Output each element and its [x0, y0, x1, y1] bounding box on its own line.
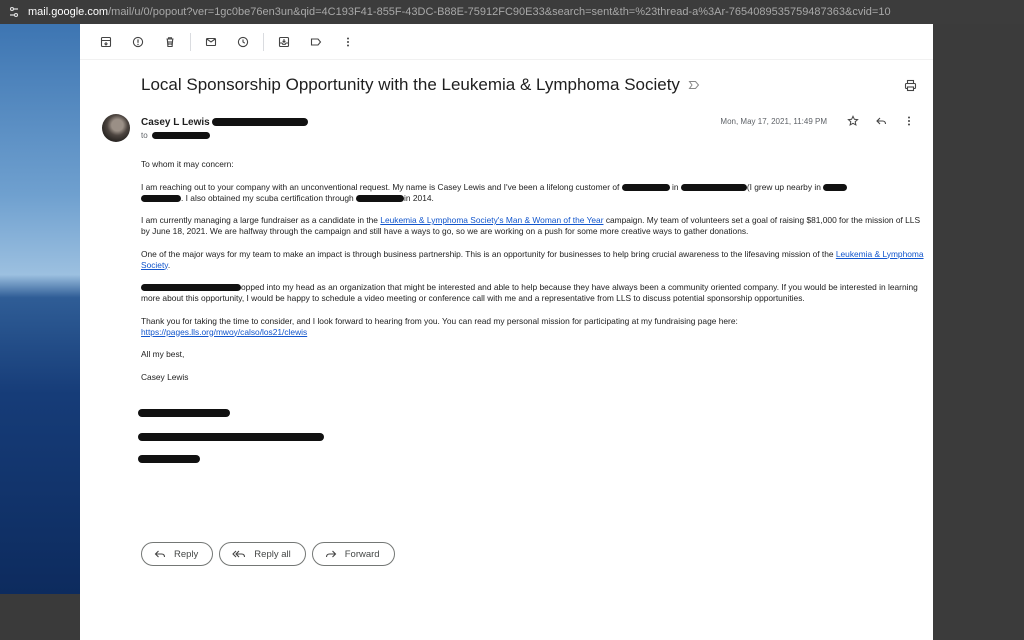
reply-icon — [154, 549, 166, 559]
paragraph-3 — [141, 249, 926, 271]
reply-button[interactable] — [141, 542, 213, 566]
closing — [141, 349, 926, 360]
browser-address-bar — [0, 0, 1024, 24]
reply-all-icon — [232, 549, 246, 559]
redacted-signature-line-2 — [138, 433, 324, 441]
signature — [141, 372, 926, 383]
snooze-icon[interactable] — [227, 26, 259, 58]
redacted-town-cont — [141, 195, 181, 202]
paragraph-4 — [141, 282, 926, 304]
redacted-recipient — [152, 132, 210, 139]
p1-text-e: in 2014. — [404, 192, 434, 203]
closing-text: All my best, — [141, 349, 185, 359]
toolbar-divider — [190, 33, 191, 51]
site-settings-icon[interactable] — [0, 0, 28, 24]
redacted-company-name — [141, 284, 241, 291]
paragraph-2 — [141, 215, 926, 237]
paragraph-5 — [141, 316, 926, 338]
archive-icon[interactable] — [90, 26, 122, 58]
forward-label: Forward — [344, 548, 380, 560]
redacted-dive-shop — [356, 195, 404, 202]
message-body — [141, 159, 926, 394]
forward-icon — [325, 549, 337, 559]
greeting-text: To whom it may concern: — [141, 159, 234, 169]
paragraph-1 — [141, 182, 926, 204]
redacted-location — [681, 184, 747, 191]
desktop-background — [0, 594, 80, 640]
signature-name: Casey Lewis — [141, 371, 189, 382]
star-icon[interactable] — [839, 112, 867, 130]
fundraising-page-link[interactable]: https://pages.lls.org/mwoy/calso/los21/clewis — [141, 326, 308, 337]
reply-label: Reply — [174, 548, 199, 560]
sender-row — [141, 115, 308, 129]
message-toolbar — [80, 24, 933, 60]
sender-name[interactable]: Casey L Lewis — [141, 116, 210, 128]
reply-all-label: Reply all — [254, 548, 291, 560]
importance-label-icon[interactable] — [688, 80, 700, 90]
p1-text-a: I am reaching out to your company with an unconventional request. My name is Casey Lewis and I've been a lifelong customer of — [141, 181, 620, 192]
print-icon[interactable] — [899, 74, 921, 96]
move-to-icon[interactable] — [268, 26, 300, 58]
reply-icon[interactable] — [867, 112, 895, 130]
report-spam-icon[interactable] — [122, 26, 154, 58]
gmail-popout-window — [80, 24, 933, 640]
desktop-background-right — [933, 24, 1024, 640]
p1-text-b: in — [671, 181, 679, 192]
message-subject: Local Sponsorship Opportunity with the Leukemia & Lymphoma Society — [141, 75, 680, 94]
url-host: mail.google.com — [28, 6, 109, 18]
redacted-signature-line-1 — [138, 409, 230, 417]
message-actions — [141, 542, 395, 566]
p2-text-a: I am currently managing a large fundraiser as a candidate in the — [141, 215, 378, 225]
p3-text-a: One of the major ways for my team to make an impact is through business partnership. This is an opportunity for businesses to help bring crucial awareness to the lifesaving mission of the — [141, 248, 834, 259]
more-vert-icon[interactable] — [332, 26, 364, 58]
to-label: to — [141, 130, 148, 140]
toolbar-divider — [263, 33, 264, 51]
subject-row — [141, 74, 921, 96]
more-vert-icon[interactable] — [895, 112, 923, 130]
p1-text-c: (I grew up nearby in — [746, 181, 821, 192]
p3-text-b: . — [167, 259, 171, 270]
lls-campaign-link[interactable]: Leukemia & Lymphoma Society's Man & Woman of the Year — [380, 215, 604, 225]
reply-all-button[interactable] — [219, 542, 305, 566]
delete-icon[interactable] — [154, 26, 186, 58]
p2-text-b: campaign. My team of volunteers set a goal of raising $81,000 for the mission of LLS by June 18, 2021. We are halfway through the campaign and still have a ways to go, so we are working on a push for some more creative ways to gather donations. — [141, 215, 921, 236]
p4-text-a: opped into my head as an organization that might be interested and able to help because they have always been a community oriented company. If you would be interested in learning more about this opportunity, I would be happy to schedule a video meeting or conference call with me and a representative from LLS to discuss potential sponsorship opportunities. — [141, 282, 918, 303]
message-date: Mon, May 17, 2021, 11:49 PM — [720, 116, 827, 126]
redacted-sender-email — [212, 118, 308, 126]
label-icon[interactable] — [300, 26, 332, 58]
greeting — [141, 159, 926, 170]
redacted-business — [622, 184, 670, 191]
recipient-row[interactable] — [141, 129, 210, 141]
avatar[interactable] — [102, 114, 130, 142]
redacted-town — [823, 184, 847, 191]
message-meta — [720, 112, 923, 130]
p5-text-a: Thank you for taking the time to consider, and I look forward to hearing from you. You can read my personal mission for participating at my fundraising page here: — [141, 315, 738, 326]
p1-text-d: . I also obtained my scuba certification through — [181, 192, 354, 203]
address-url[interactable] — [28, 6, 891, 18]
desktop-background-photo — [0, 24, 80, 594]
mark-unread-icon[interactable] — [195, 26, 227, 58]
url-path: /mail/u/0/popout?ver=1gc0be76en3un&qid=4C193F41-855F-43DC-B88E-75912FC90E33&search=sent&th=%23thread-a%3Ar-7654089535759487363&cvid=10 — [108, 6, 891, 18]
forward-button[interactable] — [312, 542, 395, 566]
lls-link[interactable]: Leukemia & Lymphoma Society — [141, 248, 924, 270]
redacted-signature-line-3 — [138, 455, 200, 463]
